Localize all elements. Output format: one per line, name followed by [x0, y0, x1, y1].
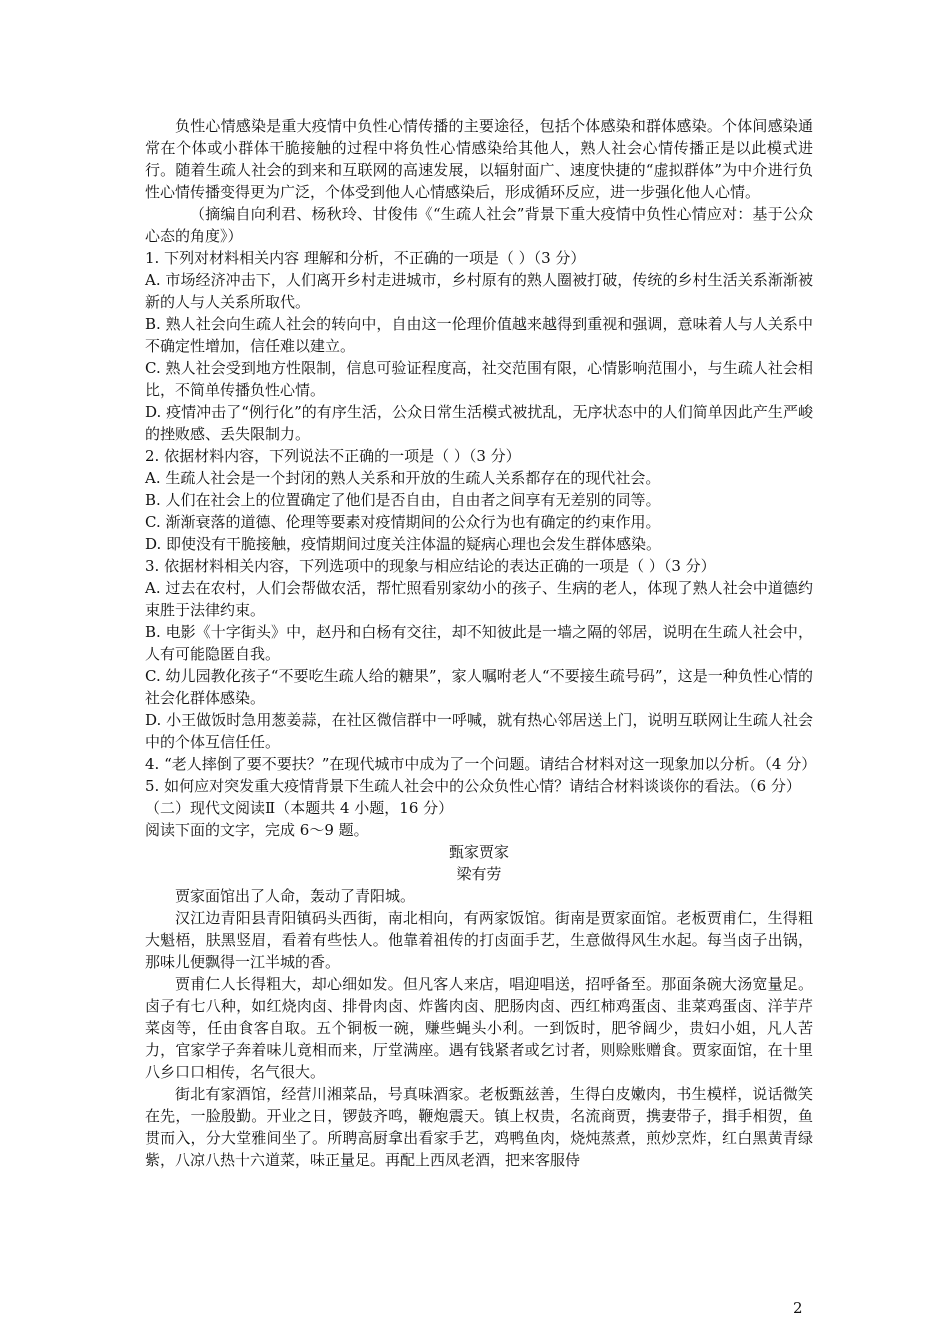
story-paragraph: 街北有家酒馆，经营川湘菜品，号真味酒家。老板甄兹善，生得白皮嫩肉，书生模样，说话微笑在先，一脸殷勤。开业之日，锣鼓齐鸣，鞭炮震天。镇上权贵，名流商贾，携妻带子，揖手相贺，鱼贯而入，分大堂雅间坐了。所聘高厨拿出看家手艺，鸡鸭鱼肉，烧炖蒸煮，煎炒烹炸，红白黑黄青绿紫，八凉八热十六道菜，味正量足。再配上西凤老酒，把来客服侍	[145, 1085, 813, 1169]
option-c: C. 渐渐衰落的道德、伦理等要素对疫情期间的公众行为也有确定的约束作用。	[145, 513, 661, 531]
question-1	[145, 247, 813, 445]
citation: （摘编自向利君、杨秋玲、甘俊伟《“生疏人社会”背景下重大疫情中负性心情应对：基于公众心态的角度》）	[145, 205, 813, 245]
story-paragraph: 贾甫仁人长得粗大，却心细如发。但凡客人来店，唱迎唱送，招呼备至。那面条碗大汤宽量足。卤子有七八种，如红烧肉卤、排骨肉卤、炸酱肉卤、肥肠肉卤、西红柿鸡蛋卤、韭菜鸡蛋卤、洋芋芹菜卤等，任由食客自取。五个铜板一碗，赚些蝇头小利。一到饭时，肥爷阔少，贵妇小姐，凡人苦力，官家学子奔着味儿竟相而来，厅堂满座。遇有钱紧者或乞讨者，则赊账赠食。贾家面馆，在十里八乡口口相传，名气很大。	[145, 975, 813, 1081]
story-author: 梁有劳	[456, 865, 502, 883]
story-paragraph: 汉江边青阳县青阳镇码头西街，南北相向，有两家饭馆。街南是贾家面馆。老板贾甫仁，生得粗大魁梧，肤黑竖眉，看着有些怯人。他靠着祖传的打卤面手艺，生意做得风生水起。每当卤子出锅，那味儿便飘得一江半城的香。	[145, 909, 813, 971]
option-c: C. 幼儿园教化孩子“不要吃生疏人给的糖果”，家人嘱咐老人“不要接生疏号码”，这是一种负性心情的社会化群体感染。	[145, 667, 813, 707]
passage-paragraph: 负性心情感染是重大疫情中负性心情传播的主要途径，包括个体感染和群体感染。个体间感染通常在个体或小群体干脆接触的过程中将负性心情感染给其他人，熟人社会心情传播正是以此模式进行。随着生疏人社会的到来和互联网的高速发展，以辐射面广、速度快捷的“虚拟群体”为中介进行负性心情传播变得更为广泛，个体受到他人心情感染后，形成循环反应，进一步强化他人心情。	[145, 117, 813, 201]
question-stem: 1. 下列对材料相关内容 理解和分析，不正确的一项是（ ）（3 分）	[145, 249, 586, 267]
question-3	[145, 555, 813, 753]
option-a: A. 过去在农村，人们会帮做农活，帮忙照看别家幼小的孩子、生病的老人，体现了熟人社会中道德约束胜于法律约束。	[145, 579, 813, 619]
option-d: D. 即使没有干脆接触，疫情期间过度关注体温的疑病心理也会发生群体感染。	[145, 535, 662, 553]
question-stem: 2. 依据材料内容，下列说法不正确的一项是（ ）（3 分）	[145, 447, 521, 465]
option-d: D. 疫情冲击了“例行化”的有序生活，公众日常生活模式被扰乱，无序状态中的人们简单因此产生严峻的挫败感、丢失限制力。	[145, 403, 813, 443]
option-b: B. 人们在社会上的位置确定了他们是否自由，自由者之间享有无差别的同等。	[145, 491, 661, 509]
page-number: 2	[793, 1299, 803, 1317]
document-body	[145, 115, 817, 1171]
story-paragraph: 贾家面馆出了人命，轰动了青阳城。	[175, 887, 416, 905]
option-a: A. 生疏人社会是一个封闭的熟人关系和开放的生疏人关系都存在的现代社会。	[145, 469, 661, 487]
story-title: 甄家贾家	[448, 843, 509, 861]
option-d: D. 小王做饭时急用葱姜蒜，在社区微信群中一呼喊，就有热心邻居送上门，说明互联网让生疏人社会中的个体互信任任。	[145, 711, 813, 751]
option-b: B. 熟人社会向生疏人社会的转向中，自由这一伦理价值越来越得到重视和强调，意味着人与人关系中不确定性增加，信任难以建立。	[145, 315, 813, 355]
option-a: A. 市场经济冲击下，人们离开乡村走进城市，乡村原有的熟人圈被打破，传统的乡村生活关系渐渐被新的人与人关系所取代。	[145, 271, 813, 311]
option-b: B. 电影《十字街头》中，赵丹和白杨有交往，却不知彼此是一墙之隔的邻居，说明在生疏人社会中，人有可能隐匿自我。	[145, 623, 813, 663]
question-4: 4. “老人摔倒了要不要扶？”在现代城市中成为了一个问题。请结合材料对这一现象加以分析。（4 分）	[145, 755, 817, 773]
question-stem: 3. 依据材料相关内容，下列选项中的现象与相应结论的表达正确的一项是（ ）（3 分）	[145, 557, 716, 575]
question-2	[145, 445, 813, 555]
question-5: 5. 如何应对突发重大疫情背景下生疏人社会中的公众负性心情？请结合材料谈谈你的看法。（6 分）	[145, 777, 801, 795]
option-c: C. 熟人社会受到地方性限制，信息可验证程度高，社交范围有限，心情影响范围小，与生疏人社会相比，不简单传播负性心情。	[145, 359, 813, 399]
section-instruction: 阅读下面的文字，完成 6～9 题。	[145, 821, 369, 839]
section-heading: （二）现代文阅读Ⅱ（本题共 4 小题，16 分）	[145, 799, 454, 817]
